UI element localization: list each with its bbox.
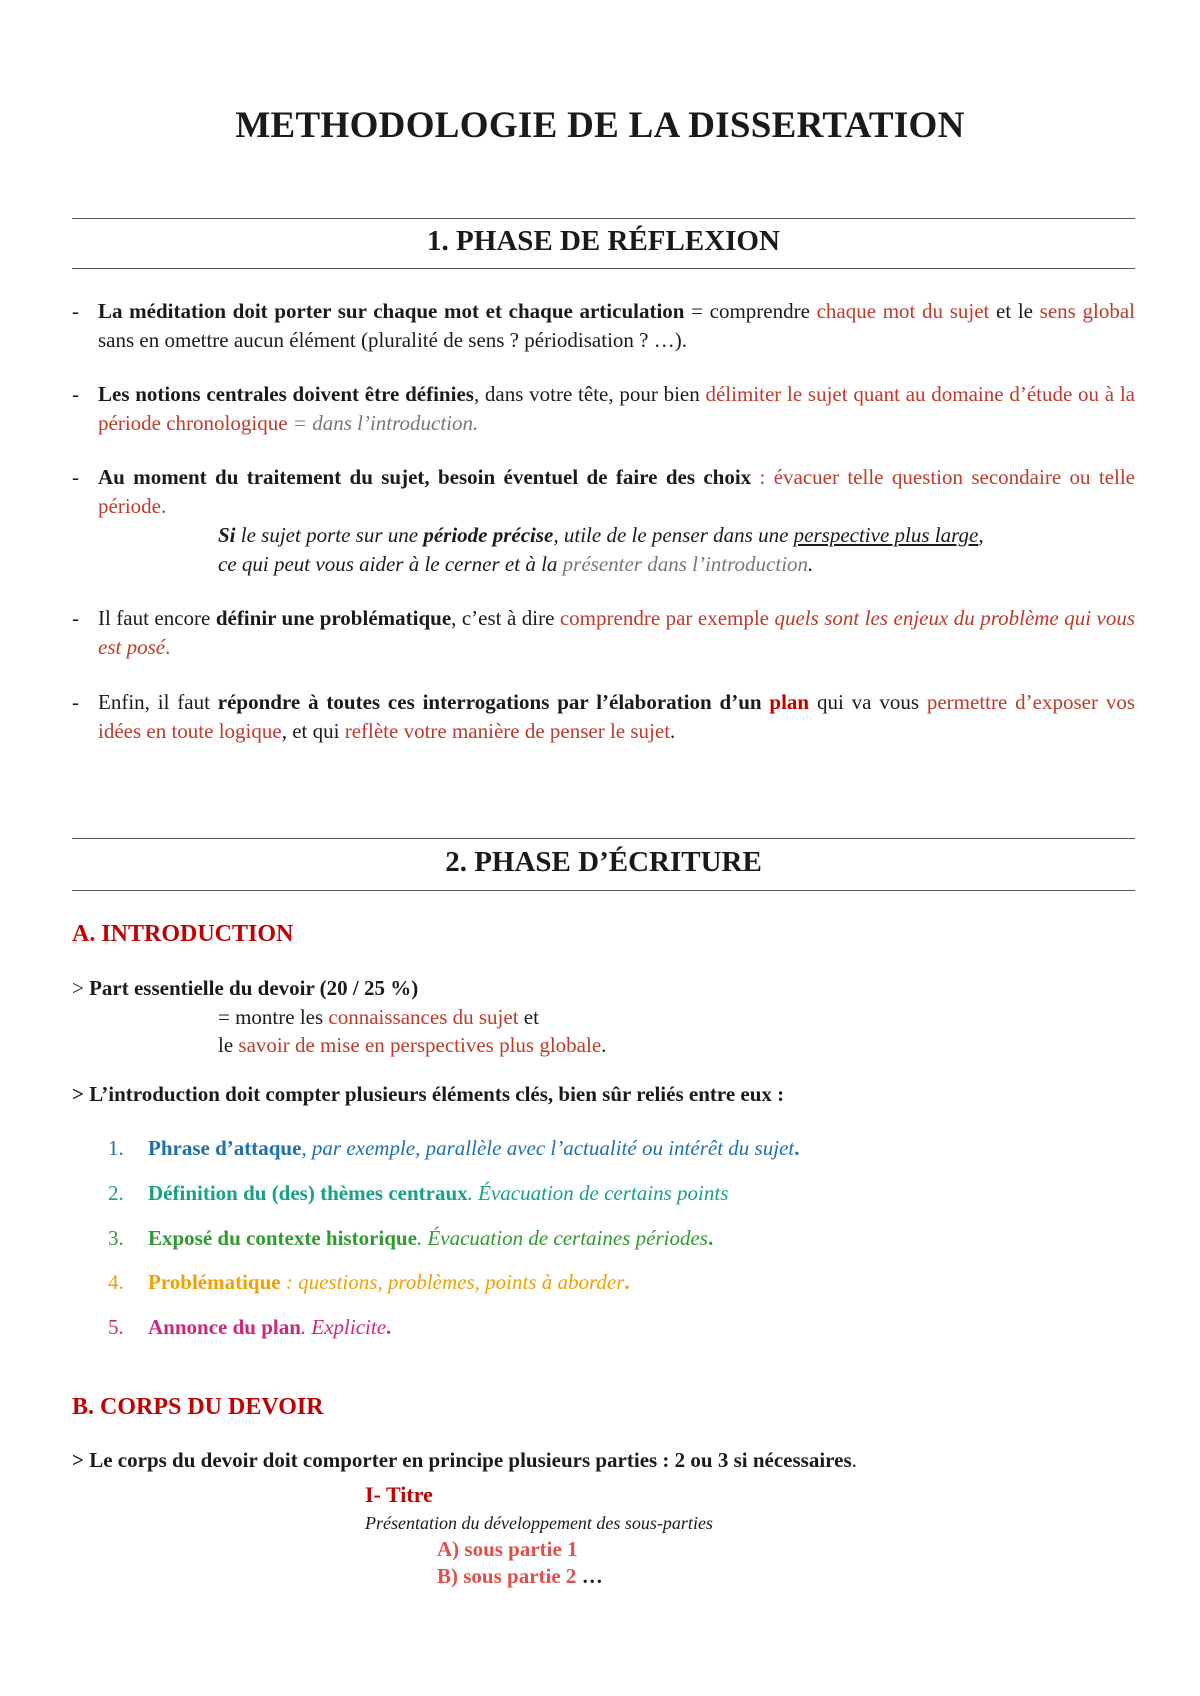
list-number: 1. bbox=[108, 1136, 124, 1160]
text: . bbox=[794, 1136, 800, 1160]
page-title: METHODOLOGIE DE LA DISSERTATION bbox=[235, 105, 965, 146]
text: , bbox=[978, 523, 984, 547]
bold-text: > bbox=[72, 1082, 90, 1106]
bullet-dash: - bbox=[72, 299, 79, 323]
bold-text: La méditation doit porter sur chaque mot et chaque articulation bbox=[98, 299, 685, 323]
italic-text: : questions, problèmes, points à aborder bbox=[280, 1270, 625, 1294]
text: . bbox=[386, 1315, 392, 1339]
bold-text: Annonce du plan bbox=[148, 1315, 301, 1339]
bold-text: Problématique bbox=[148, 1270, 281, 1294]
section-rule-bottom bbox=[72, 268, 1135, 269]
bold-text: Définition du (des) thèmes centraux bbox=[148, 1181, 468, 1205]
list-item bbox=[108, 1134, 799, 1163]
text: . bbox=[601, 1033, 607, 1057]
text: le sujet porte sur une bbox=[235, 523, 424, 547]
text: , dans votre tête, pour bien bbox=[473, 382, 706, 406]
highlight-text: permettre d’exposer vos idées en toute logique bbox=[98, 690, 1135, 743]
text: , et qui bbox=[281, 719, 345, 743]
bold-text: > bbox=[72, 1448, 90, 1472]
list-item bbox=[72, 380, 1135, 438]
italic-text: . Explicite bbox=[300, 1315, 387, 1339]
highlight-text: délimiter le sujet quant au domaine d’étude ou à la période chronologique bbox=[98, 382, 1135, 435]
bold-italic-text: Si bbox=[218, 523, 236, 547]
bold-text: Au moment du traitement du sujet, besoin éventuel de faire des choix bbox=[98, 465, 752, 489]
highlight-text: sens global bbox=[1039, 299, 1135, 323]
text: B) sous partie 2 bbox=[437, 1564, 577, 1588]
list-number: 2. bbox=[108, 1181, 124, 1205]
note-text: présenter dans l’introduction bbox=[562, 552, 809, 576]
highlight-text: chaque mot du sujet bbox=[816, 299, 990, 323]
highlight-text: connaissances du sujet bbox=[328, 1005, 519, 1029]
text: , utile de le penser dans une bbox=[553, 523, 794, 547]
bold-text: Phrase d’attaque bbox=[148, 1136, 302, 1160]
italic-text: . Évacuation de certaines périodes bbox=[416, 1226, 708, 1250]
text: … bbox=[576, 1564, 603, 1588]
highlight-text: comprendre par exemple bbox=[559, 606, 775, 630]
section-heading-ecriture: 2. PHASE D’ÉCRITURE bbox=[445, 846, 762, 878]
subsection-heading-corps: B. CORPS DU DEVOIR bbox=[72, 1394, 324, 1420]
list-number: 4. bbox=[108, 1270, 124, 1294]
part-title: I- Titre bbox=[365, 1482, 433, 1507]
intro-line bbox=[218, 1031, 606, 1060]
bullet-dash: - bbox=[72, 465, 79, 489]
section-heading-reflexion: 1. PHASE DE RÉFLEXION bbox=[427, 225, 780, 257]
highlight-text: savoir de mise en perspectives plus globale bbox=[238, 1033, 602, 1057]
bold-text: Les notions centrales doivent être définies bbox=[98, 382, 474, 406]
bold-text: définir une problématique bbox=[215, 606, 452, 630]
section-rule-top bbox=[72, 838, 1135, 839]
text: = comprendre bbox=[684, 299, 817, 323]
text: qui va vous bbox=[809, 690, 927, 714]
subsection-heading-introduction: A. INTRODUCTION bbox=[72, 921, 294, 947]
section-rule-bottom bbox=[72, 890, 1135, 891]
section-rule-top bbox=[72, 218, 1135, 219]
bold-text: Exposé du contexte historique bbox=[148, 1226, 417, 1250]
part-description: Présentation du développement des sous-parties bbox=[365, 1513, 713, 1533]
bold-italic-text: période précise bbox=[423, 523, 554, 547]
bold-text: Part essentielle du devoir (20 / 25 %) bbox=[89, 976, 419, 1000]
text: = montre les bbox=[218, 1005, 329, 1029]
sub-part-2 bbox=[437, 1562, 603, 1591]
bold-text: L’introduction doit compter plusieurs éléments clés, bien sûr reliés entre eux : bbox=[89, 1082, 785, 1106]
text: et bbox=[518, 1005, 539, 1029]
text: . bbox=[707, 1226, 714, 1250]
list-number: 3. bbox=[108, 1226, 124, 1250]
intro-line bbox=[72, 974, 418, 1003]
text: . bbox=[624, 1270, 630, 1294]
text: sans en omettre aucun élément (pluralité de sens ? périodisation ? …). bbox=[98, 328, 687, 352]
text: le bbox=[218, 1033, 239, 1057]
intro-line bbox=[218, 1003, 539, 1032]
text: Il faut encore bbox=[98, 606, 216, 630]
list-item bbox=[72, 604, 1135, 662]
highlight-bold-text: plan bbox=[769, 690, 810, 714]
bullet-dash: - bbox=[72, 382, 79, 406]
list-item bbox=[108, 1224, 713, 1253]
note-text: = dans l’introduction. bbox=[287, 411, 479, 435]
text: Enfin, il faut bbox=[98, 690, 218, 714]
body-line bbox=[72, 1446, 857, 1475]
text: ce qui peut vous aider à le cerner et à la bbox=[218, 552, 563, 576]
bold-text: Le corps du devoir doit comporter en principe plusieurs parties : 2 ou 3 si nécessaires bbox=[89, 1448, 852, 1472]
italic-text: . Évacuation de certains points bbox=[467, 1181, 729, 1205]
highlight-text: : évacuer telle question secondaire ou telle période. bbox=[98, 465, 1135, 518]
bold-text: répondre à toutes ces interrogations par l’élaboration d’un bbox=[217, 690, 770, 714]
highlight-italic-text: quels sont les enjeux du problème qui vous est posé bbox=[98, 606, 1135, 659]
text: , c’est à dire bbox=[451, 606, 560, 630]
list-item bbox=[108, 1268, 630, 1297]
sub-part-1: A) sous partie 1 bbox=[437, 1537, 578, 1561]
highlight-text: . bbox=[165, 635, 171, 659]
list-item bbox=[108, 1179, 728, 1208]
list-item bbox=[108, 1313, 391, 1342]
italic-note bbox=[218, 521, 1118, 579]
bullet-dash: - bbox=[72, 606, 79, 630]
bullet-dash: - bbox=[72, 690, 79, 714]
underlined-text: perspective plus large bbox=[793, 523, 979, 547]
highlight-text: reflète votre manière de penser le sujet bbox=[344, 719, 671, 743]
intro-line bbox=[72, 1080, 784, 1109]
text: . bbox=[670, 719, 676, 743]
list-item bbox=[72, 688, 1135, 746]
list-item bbox=[72, 463, 1135, 521]
text: > bbox=[72, 976, 90, 1000]
text: . bbox=[851, 1448, 857, 1472]
list-number: 5. bbox=[108, 1315, 124, 1339]
italic-text: , par exemple, parallèle avec l’actualité ou intérêt du sujet bbox=[301, 1136, 795, 1160]
list-item bbox=[72, 297, 1135, 355]
text: et le bbox=[989, 299, 1040, 323]
text: . bbox=[808, 552, 814, 576]
